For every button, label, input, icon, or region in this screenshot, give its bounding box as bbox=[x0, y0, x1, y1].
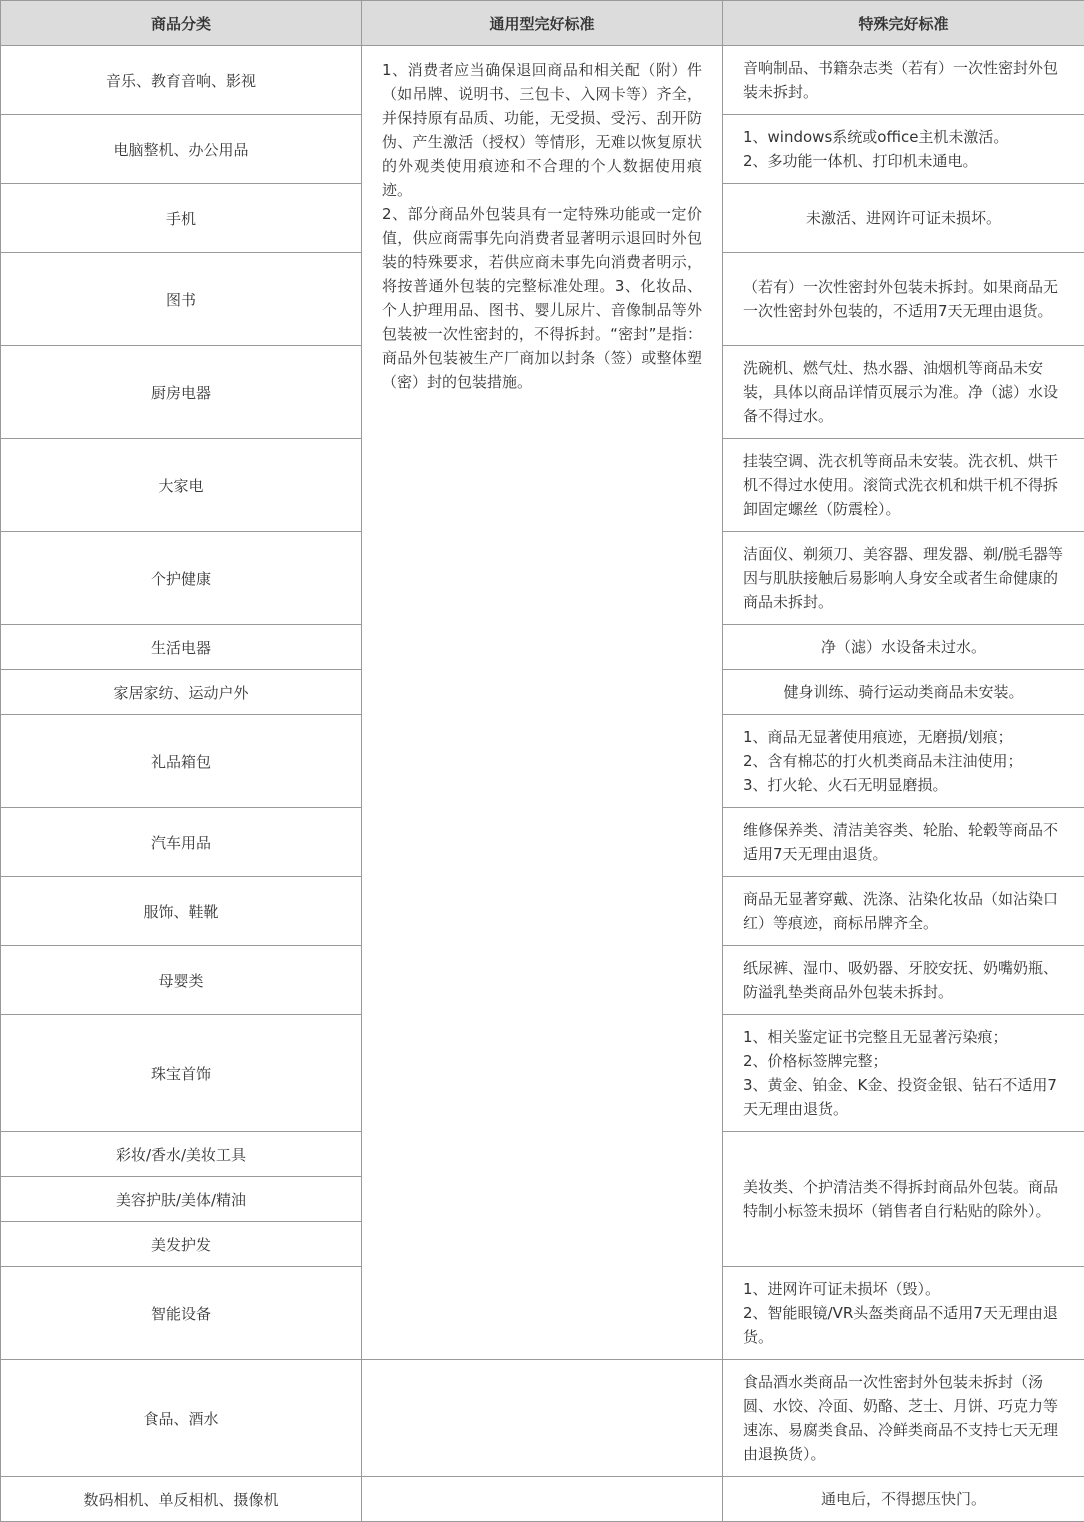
general-standard-empty-cell bbox=[362, 1477, 723, 1522]
special-standard-cell: 纸尿裤、湿巾、吸奶器、牙胶安抚、奶嘴奶瓶、防溢乳垫类商品外包装未拆封。 bbox=[723, 946, 1084, 1015]
table-row bbox=[1, 1477, 1084, 1522]
category-cell: 美发护发 bbox=[1, 1222, 362, 1267]
special-standard-cell: 未激活、进网许可证未损坏。 bbox=[723, 184, 1084, 253]
header-special-standard: 特殊完好标准 bbox=[723, 1, 1084, 46]
category-cell: 母婴类 bbox=[1, 946, 362, 1015]
table-header-row bbox=[1, 1, 1084, 46]
special-standard-cell: 食品酒水类商品一次性密封外包装未拆封（汤圆、水饺、冷面、奶酪、芝士、月饼、巧克力等速冻、易腐类食品、冷鲜类商品不支持七天无理由退换货）。 bbox=[723, 1360, 1084, 1477]
category-cell: 图书 bbox=[1, 253, 362, 346]
category-cell: 音乐、教育音响、影视 bbox=[1, 46, 362, 115]
table-row bbox=[1, 46, 1084, 115]
special-standard-cell: 挂装空调、洗衣机等商品未安装。洗衣机、烘干机不得过水使用。滚筒式洗衣机和烘干机不得拆卸固定螺丝（防震栓）。 bbox=[723, 439, 1084, 532]
category-cell: 食品、酒水 bbox=[1, 1360, 362, 1477]
category-cell: 厨房电器 bbox=[1, 346, 362, 439]
table-row bbox=[1, 1360, 1084, 1477]
special-standard-cell: 健身训练、骑行运动类商品未安装。 bbox=[723, 670, 1084, 715]
special-standard-cell: 1、进网许可证未损坏（毁）。 2、智能眼镜/VR头盔类商品不适用7天无理由退货。 bbox=[723, 1267, 1084, 1360]
category-cell: 服饰、鞋靴 bbox=[1, 877, 362, 946]
header-general-standard: 通用型完好标准 bbox=[362, 1, 723, 46]
special-standard-cell: 洁面仪、剃须刀、美容器、理发器、剃/脱毛器等因与肌肤接触后易影响人身安全或者生命健康的商品未拆封。 bbox=[723, 532, 1084, 625]
category-cell: 智能设备 bbox=[1, 1267, 362, 1360]
category-cell: 数码相机、单反相机、摄像机 bbox=[1, 1477, 362, 1522]
category-cell: 礼品箱包 bbox=[1, 715, 362, 808]
special-standard-cell: 通电后，不得摁压快门。 bbox=[723, 1477, 1084, 1522]
special-standard-cell: 1、相关鉴定证书完整且无显著污染痕； 2、价格标签牌完整； 3、黄金、铂金、K金、投资金银、钻石不适用7天无理由退货。 bbox=[723, 1015, 1084, 1132]
special-standard-cell: 商品无显著穿戴、洗涤、沾染化妆品（如沾染口红）等痕迹，商标吊牌齐全。 bbox=[723, 877, 1084, 946]
special-standard-cell: 1、windows系统或office主机未激活。 2、多功能一体机、打印机未通电。 bbox=[723, 115, 1084, 184]
general-standard-cell: 1、消费者应当确保退回商品和相关配（附）件（如吊牌、说明书、三包卡、入网卡等）齐全，并保持原有品质、功能，无受损、受污、刮开防伪、产生激活（授权）等情形，无难以恢复原状的外观类使用痕迹和不合理的个人数据使用痕迹。 2、部分商品外包装具有一定特殊功能或一定价值，供应商需事先向消费者显著明示退回时外包装的特殊要求，若供应商未事先向消费者明示，将按普通外包装的完整标准处理。3、化妆品、个人护理用品、图书、婴儿尿片、音像制品等外包装被一次性密封的，不得拆封。“密封”是指：商品外包装被生产厂商加以封条（签）或整体塑（密）封的包装措施。 bbox=[362, 46, 723, 1360]
special-standard-cell: 洗碗机、燃气灶、热水器、油烟机等商品未安装，具体以商品详情页展示为准。净（滤）水设备不得过水。 bbox=[723, 346, 1084, 439]
category-cell: 生活电器 bbox=[1, 625, 362, 670]
header-category: 商品分类 bbox=[1, 1, 362, 46]
category-cell: 家居家纺、运动户外 bbox=[1, 670, 362, 715]
special-standard-cell: 净（滤）水设备未过水。 bbox=[723, 625, 1084, 670]
special-standard-cell: 维修保养类、清洁美容类、轮胎、轮毂等商品不适用7天无理由退货。 bbox=[723, 808, 1084, 877]
category-cell: 汽车用品 bbox=[1, 808, 362, 877]
category-cell: 彩妆/香水/美妆工具 bbox=[1, 1132, 362, 1177]
general-standard-empty-cell bbox=[362, 1360, 723, 1477]
category-cell: 手机 bbox=[1, 184, 362, 253]
category-cell: 电脑整机、办公用品 bbox=[1, 115, 362, 184]
category-cell: 美容护肤/美体/精油 bbox=[1, 1177, 362, 1222]
category-cell: 珠宝首饰 bbox=[1, 1015, 362, 1132]
category-cell: 个护健康 bbox=[1, 532, 362, 625]
category-cell: 大家电 bbox=[1, 439, 362, 532]
special-standard-cell: 音响制品、书籍杂志类（若有）一次性密封外包装未拆封。 bbox=[723, 46, 1084, 115]
special-standard-cell: （若有）一次性密封外包装未拆封。如果商品无一次性密封外包装的，不适用7天无理由退货。 bbox=[723, 253, 1084, 346]
special-standard-cell: 1、商品无显著使用痕迹，无磨损/划痕； 2、含有棉芯的打火机类商品未注油使用； 3、打火轮、火石无明显磨损。 bbox=[723, 715, 1084, 808]
special-standard-cell: 美妆类、个护清洁类不得拆封商品外包装。商品特制小标签未损坏（销售者自行粘贴的除外）。 bbox=[723, 1132, 1084, 1267]
